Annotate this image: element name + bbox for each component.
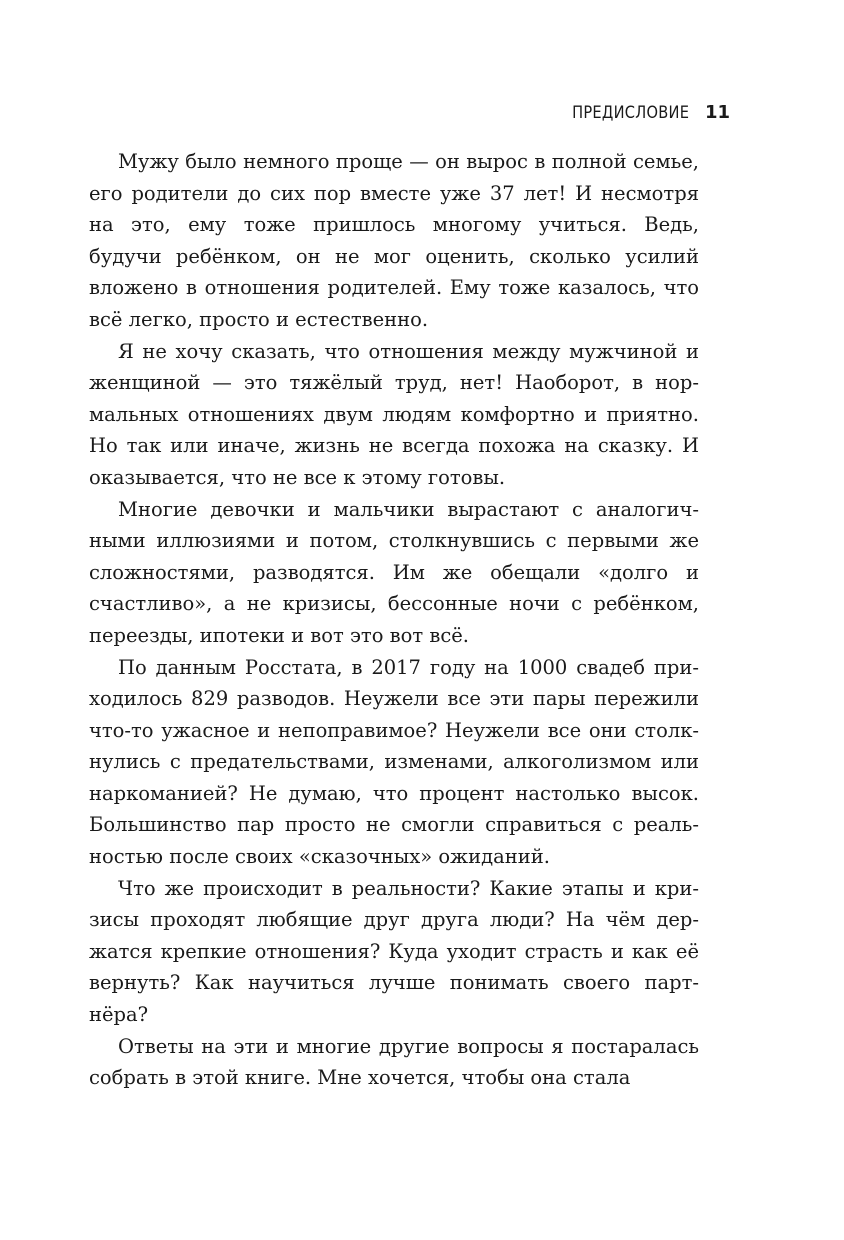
- paragraph-1: Мужу было немного проще — он вырос в полной семье, его родители до сих пор вместе уже 37 лет! И несмотря на это, ему тоже пришлось многому учиться. Ведь, будучи ребёнком, он не мог оценить, сколько усилий вложено в отношения родителей. Ему тоже казалось, что всё легко, просто и естественно.: [89, 150, 699, 331]
- paragraph-5: Что же происходит в реальности? Какие этапы и кризисы проходят любящие друг друга люди? На чём держатся крепкие отношения? Куда уходит страсть и как её вернуть? Как научиться лучше понимать своего партнёра?: [89, 876, 699, 1027]
- running-head: [553, 102, 730, 123]
- section-title: ПРЕДИСЛОВИЕ: [571, 103, 689, 123]
- paragraph-6: Ответы на эти и многие другие вопросы я постаралась собрать в этой книге. Мне хочется, чтобы она стала: [89, 1034, 699, 1090]
- page-number: 11: [704, 102, 730, 123]
- paragraph-2: Я не хочу сказать, что отношения между мужчиной и женщиной — это тяжёлый труд, нет! Наоборот, в нормальных отношениях двум людям комфортно и приятно. Но так или иначе, жизнь не всегда похожа на сказку. И оказывается, что не все к этому готовы.: [89, 339, 699, 489]
- paragraph-4: По данным Росстата, в 2017 году на 1000 свадеб приходилось 829 разводов. Неужели все эти пары пережили что-то ужасное и непоправимое? Неужели все они столкнулись с предательствами, изменами, алкоголизмом или наркоманией? Не думаю, что процент настолько высок. Большинство пар просто не смогли справиться с реальностью после своих «сказочных» ожиданий.: [89, 655, 699, 869]
- paragraph-3: Многие девочки и мальчики вырастают с аналогичными иллюзиями и потом, столкнувшись с первыми же сложностями, разводятся. Им же обещали «долго и счастливо», а не кризисы, бессонные ночи с ребёнком, переезды, ипотеки и вот это вот всё.: [89, 497, 699, 647]
- body-text: [89, 146, 699, 1094]
